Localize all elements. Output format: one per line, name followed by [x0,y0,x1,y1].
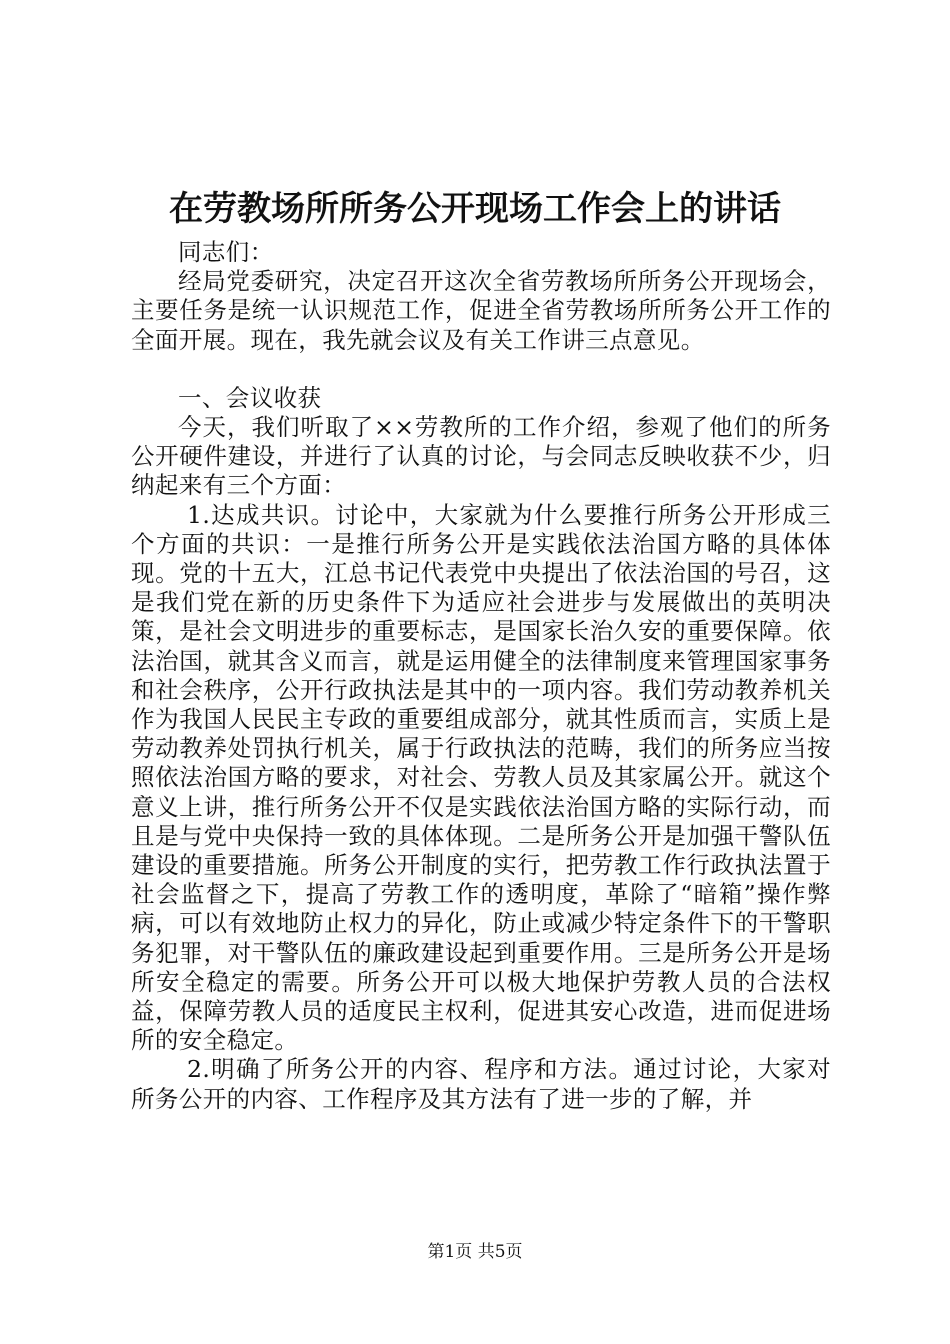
document-body [131,238,831,1114]
paragraph-spacer [131,355,831,384]
page-footer: 第1页 共5页 [427,1242,523,1262]
section-heading: 一、会议收获 [178,383,322,412]
paragraph-point-2: 2.明确了所务公开的内容、程序和方法。通过讨论，大家对所务公开的内容、工作程序及其方法有了进一步的了解，并 [131,1055,831,1113]
paragraph-intro: 经局党委研究，决定召开这次全省劳教场所所务公开现场会，主要任务是统一认识规范工作，促进全省劳教场所所务公开工作的全面开展。现在，我先就会议及有关工作讲三点意见。 [131,267,831,354]
salutation: 同志们： [178,238,274,266]
paragraph-point-1: 1.达成共识。讨论中，大家就为什么要推行所务公开形成三个方面的共识：一是推行所务公开是实践依法治国方略的具体体现。党的十五大，江总书记代表党中央提出了依法治国的号召，这是我们党在新的历史条件下为适应社会进步与发展做出的英明决策，是社会文明进步的重要标志，是国家长治久安的重要保障。依法治国，就其含义而言，就是运用健全的法律制度来管理国家事务和社会秩序，公开行政执法是其中的一项内容。我们劳动教养机关作为我国人民民主专政的重要组成部分，就其性质而言，实质上是劳动教养处罚执行机关，属于行政执法的范畴，我们的所务应当按照依法治国方略的要求，对社会、劳教人员及其家属公开。就这个意义上讲，推行所务公开不仅是实践依法治国方略的实际行动，而且是与党中央保持一致的具体体现。二是所务公开是加强干警队伍建设的重要措施。所务公开制度的实行，把劳教工作行政执法置于社会监督之下，提高了劳教工作的透明度，革除了“暗箱”操作弊病，可以有效地防止权力的异化，防止或减少特定条件下的干警职务犯罪，对干警队伍的廉政建设起到重要作用。三是所务公开是场所安全稳定的需要。所务公开可以极大地保护劳教人员的合法权益，保障劳教人员的适度民主权利，促进其安心改造，进而促进场所的安全稳定。 [131,500,831,1055]
paragraph-section1-intro: 今天，我们听取了××劳教所的工作介绍，参观了他们的所务公开硬件建设，并进行了认真的讨论，与会同志反映收获不少，归纳起来有三个方面： [131,413,831,500]
document-title: 在劳教场所所务公开现场工作会上的讲话 [169,189,781,229]
